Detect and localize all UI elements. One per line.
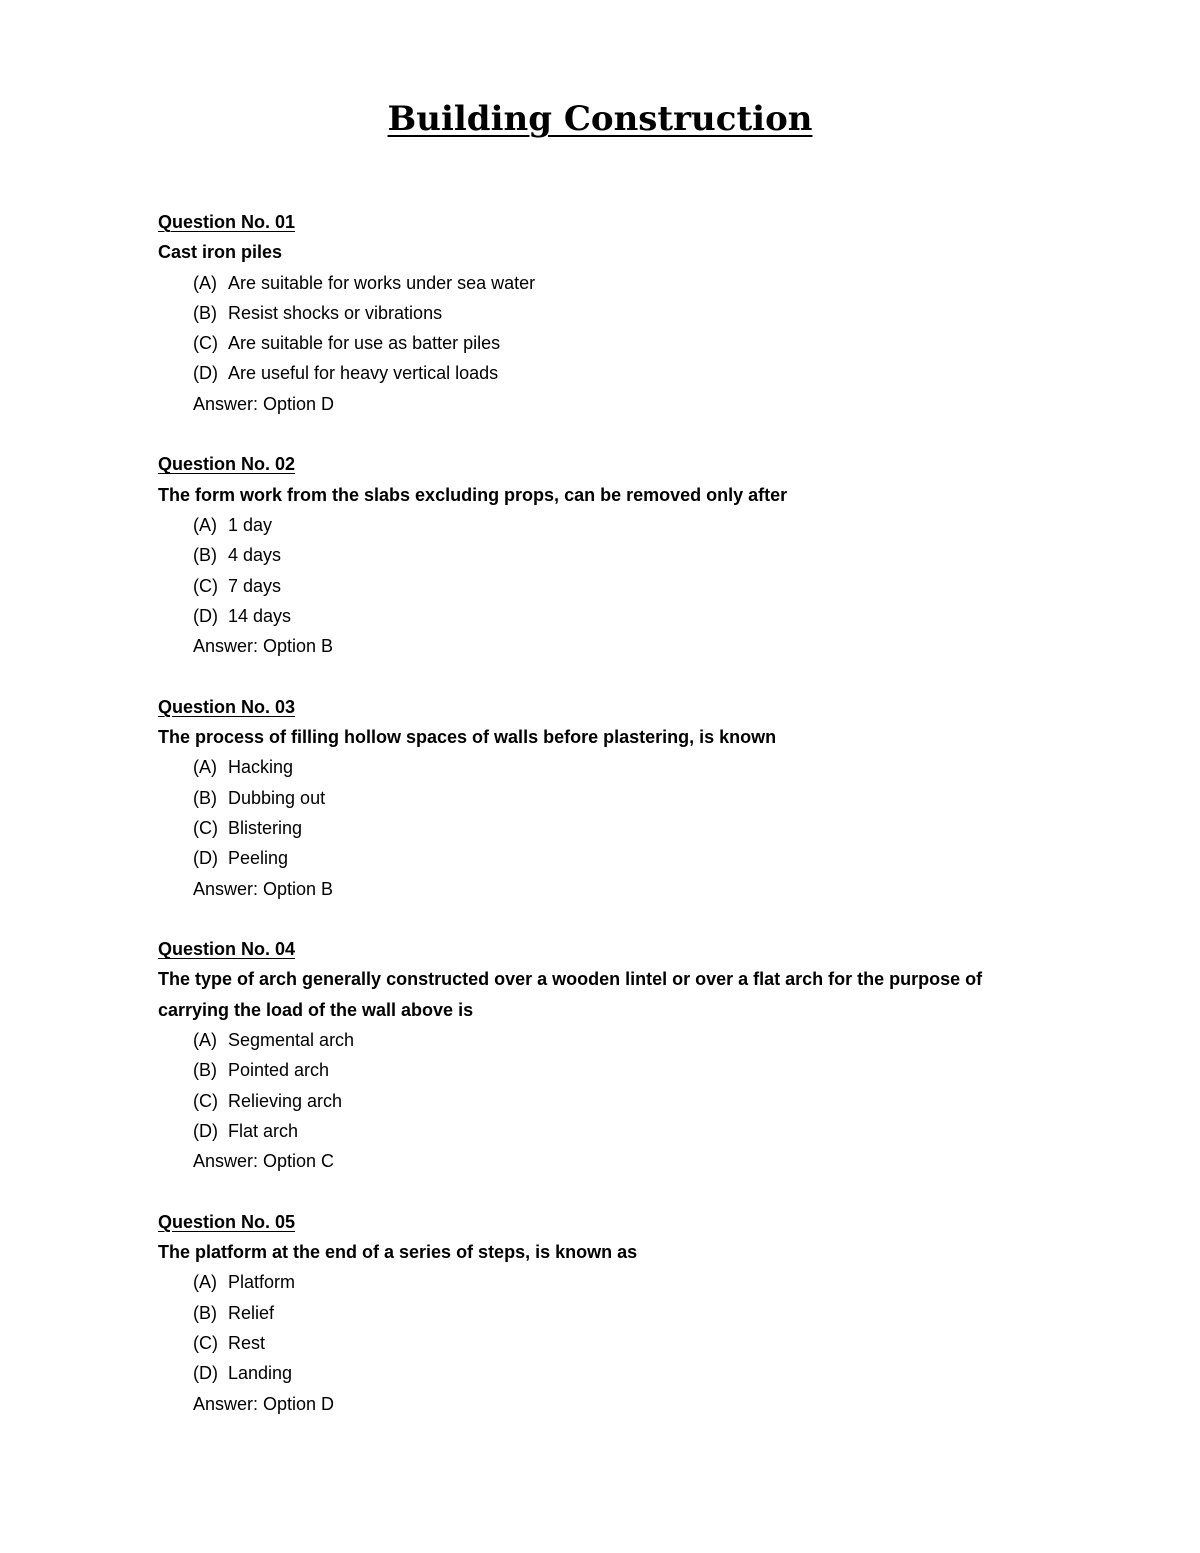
option-text: Hacking (228, 757, 294, 778)
question-text: The form work from the slabs excluding props, can be removed only after (158, 484, 788, 505)
option-letter: (A) (193, 1272, 217, 1293)
option-a (193, 268, 1058, 298)
document-title: Building Construction (387, 99, 813, 139)
option-text: Are suitable for works under sea water (228, 272, 536, 293)
option-letter: (D) (193, 848, 218, 869)
option-list (158, 1267, 1058, 1388)
option-letter: (C) (193, 1090, 218, 1111)
option-letter: (C) (193, 333, 218, 354)
question-text: The process of filling hollow spaces of walls before plastering, is known (158, 727, 777, 748)
option-text: 14 days (228, 605, 292, 626)
option-b (193, 540, 1058, 570)
option-c (193, 1328, 1058, 1358)
question-block (158, 1207, 1058, 1419)
option-letter: (C) (193, 575, 218, 596)
option-a (193, 510, 1058, 540)
option-list (158, 510, 1058, 631)
answer-text: Answer: Option D (193, 1393, 335, 1414)
question-block (158, 207, 1058, 419)
option-a (193, 1025, 1058, 1055)
option-letter: (A) (193, 272, 217, 293)
question-block (158, 934, 1058, 1176)
option-letter: (D) (193, 605, 218, 626)
option-b (193, 298, 1058, 328)
option-a (193, 1267, 1058, 1297)
option-text: Resist shocks or vibrations (228, 302, 443, 323)
option-text: Are useful for heavy vertical loads (228, 363, 499, 384)
option-text: 1 day (228, 514, 273, 535)
question-number: Question No. 04 (158, 939, 296, 960)
answer-text: Answer: Option B (193, 878, 334, 899)
option-list (158, 1025, 1058, 1146)
option-a (193, 752, 1058, 782)
option-letter: (B) (193, 545, 217, 566)
option-letter: (B) (193, 1060, 217, 1081)
option-list (158, 268, 1058, 389)
option-text: Flat arch (228, 1120, 299, 1141)
option-text: Relief (228, 1302, 275, 1323)
option-c (193, 1086, 1058, 1116)
option-b (193, 783, 1058, 813)
option-c (193, 813, 1058, 843)
option-letter: (B) (193, 1302, 217, 1323)
option-list (158, 752, 1058, 873)
option-text: Landing (228, 1363, 293, 1384)
option-text: Peeling (228, 848, 289, 869)
option-letter: (A) (193, 757, 217, 778)
option-text: Pointed arch (228, 1060, 330, 1081)
option-text: Blistering (228, 817, 303, 838)
question-text: The type of arch generally constructed over a wooden lintel or over a flat arch for the purpose of carrying the load of the wall above is (158, 969, 983, 1020)
option-d (193, 601, 1058, 631)
option-d (193, 1116, 1058, 1146)
option-b (193, 1055, 1058, 1085)
answer-text: Answer: Option B (193, 636, 334, 657)
option-text: Are suitable for use as batter piles (228, 333, 501, 354)
question-number: Question No. 01 (158, 212, 296, 232)
option-c (193, 328, 1058, 358)
option-b (193, 1298, 1058, 1328)
answer-text: Answer: Option D (193, 393, 335, 414)
option-text: Relieving arch (228, 1090, 343, 1111)
question-block (158, 692, 1058, 904)
option-letter: (A) (193, 514, 217, 535)
option-d (193, 843, 1058, 873)
question-number: Question No. 02 (158, 454, 296, 475)
option-d (193, 358, 1058, 388)
question-text: The platform at the end of a series of steps, is known as (158, 1242, 638, 1263)
option-text: Dubbing out (228, 787, 326, 808)
question-list (158, 207, 1058, 1449)
option-text: 4 days (228, 545, 282, 566)
question-number: Question No. 03 (158, 696, 296, 717)
option-text: Platform (228, 1272, 296, 1293)
option-letter: (C) (193, 1332, 218, 1353)
option-letter: (C) (193, 817, 218, 838)
option-c (193, 571, 1058, 601)
option-text: 7 days (228, 575, 282, 596)
option-letter: (D) (193, 1363, 218, 1384)
option-letter: (B) (193, 787, 217, 808)
option-letter: (D) (193, 1120, 218, 1141)
question-text: Cast iron piles (158, 242, 283, 263)
option-text: Segmental arch (228, 1030, 355, 1051)
option-letter: (D) (193, 363, 218, 384)
option-d (193, 1358, 1058, 1388)
option-letter: (A) (193, 1030, 217, 1051)
question-number: Question No. 05 (158, 1211, 296, 1232)
question-block (158, 449, 1058, 661)
answer-text: Answer: Option C (193, 1151, 335, 1172)
option-text: Rest (228, 1332, 266, 1353)
option-letter: (B) (193, 302, 217, 323)
